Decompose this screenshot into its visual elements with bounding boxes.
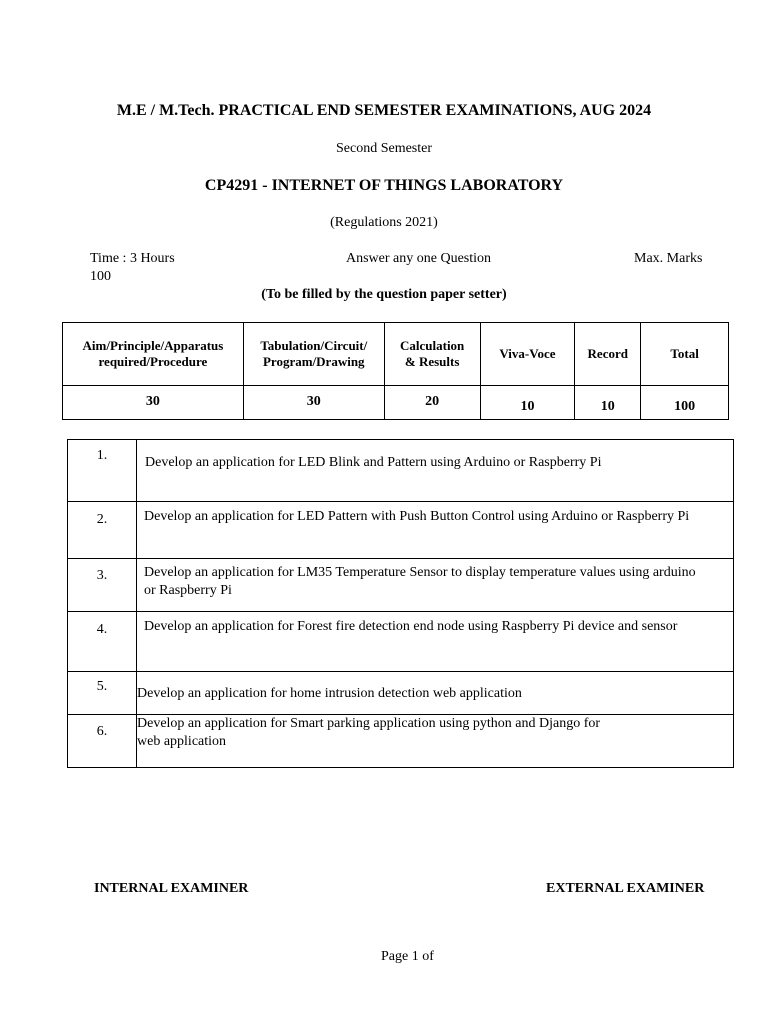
question-row [68, 672, 734, 715]
question-number: 2. [68, 502, 137, 559]
header-aim-line1: Aim/Principle/Apparatus [82, 338, 224, 353]
questions-table [67, 439, 734, 768]
question-row [68, 612, 734, 672]
header-aim-line2: required/Procedure [98, 354, 208, 369]
value-record: 10 [575, 386, 641, 420]
exam-title: M.E / M.Tech. PRACTICAL END SEMESTER EXAMINATIONS, AUG 2024 [116, 102, 652, 119]
question-text: Develop an application for LM35 Temperature Sensor to display temperature values using arduino or Raspberry Pi [137, 559, 734, 612]
header-aim [63, 323, 244, 386]
question-row [68, 715, 734, 768]
question-number: 5. [68, 672, 137, 715]
header-calculation-line2: & Results [404, 354, 460, 369]
question-number: 1. [68, 440, 137, 502]
question-text: Develop an application for LED Pattern with Push Button Control using Arduino or Raspberry Pi [137, 502, 734, 559]
header-tabulation [243, 323, 384, 386]
regulations: (Regulations 2021) [330, 215, 438, 230]
semester: Second Semester [335, 141, 433, 156]
course-title: CP4291 - INTERNET OF THINGS LABORATORY [204, 177, 564, 194]
question-number: 3. [68, 559, 137, 612]
marks-header-row [63, 323, 729, 386]
question-row [68, 502, 734, 559]
header-tabulation-line1: Tabulation/Circuit/ [260, 338, 368, 353]
question-text: Develop an application for LED Blink and Pattern using Arduino or Raspberry Pi [137, 440, 734, 502]
question-row [68, 440, 734, 502]
instruction: Answer any one Question [346, 251, 492, 266]
time-label: Time : 3 Hours [90, 251, 175, 266]
max-marks-label: Max. Marks [634, 251, 703, 266]
question-row [68, 559, 734, 612]
max-marks-value: 100 [90, 269, 111, 284]
header-calculation [384, 323, 480, 386]
value-aim: 30 [63, 386, 244, 420]
value-calculation: 20 [384, 386, 480, 420]
internal-examiner: INTERNAL EXAMINER [94, 881, 249, 896]
question-text: Develop an application for Smart parking application using python and Django for web application [137, 715, 734, 768]
header-tabulation-line2: Program/Drawing [262, 354, 365, 369]
header-total: Total [641, 323, 729, 386]
value-viva-voce: 10 [480, 386, 575, 420]
marks-table [62, 322, 729, 420]
question-text: Develop an application for Forest fire detection end node using Raspberry Pi device and sensor [137, 612, 734, 672]
page-number: Page 1 of [381, 949, 434, 964]
setter-note: (To be filled by the question paper setter) [261, 287, 507, 302]
question-number: 4. [68, 612, 137, 672]
value-tabulation: 30 [243, 386, 384, 420]
header-record: Record [575, 323, 641, 386]
header-viva-voce: Viva-Voce [480, 323, 575, 386]
value-total: 100 [641, 386, 729, 420]
marks-values-row [63, 386, 729, 420]
question-number: 6. [68, 715, 137, 768]
header-calculation-line1: Calculation [400, 338, 465, 353]
external-examiner: EXTERNAL EXAMINER [546, 881, 705, 896]
question-text: Develop an application for home intrusion detection web application [137, 672, 734, 715]
